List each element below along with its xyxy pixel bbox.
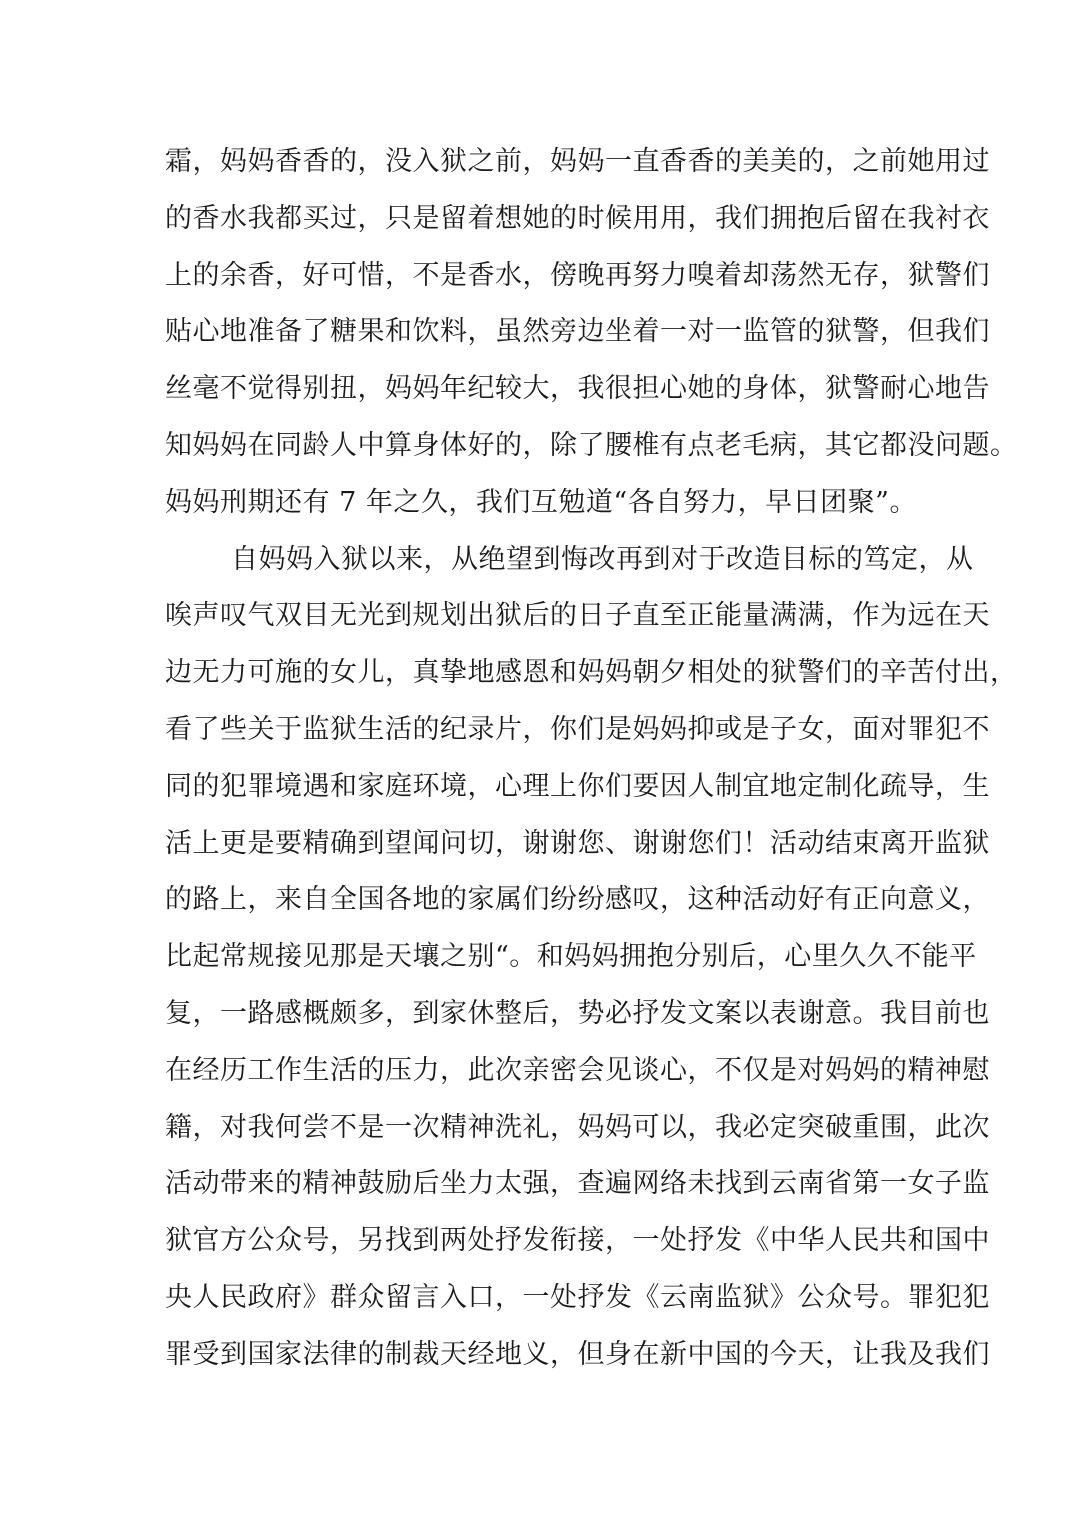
text-line-22: 罪受到国家法律的制裁天经地义，但身在新中国的今天，让我及我们 — [165, 1338, 990, 1370]
text-line-2: 的香水我都买过，只是留着想她的时候用用，我们拥抱后留在我衬衣 — [165, 202, 990, 234]
text-line-19: 活动带来的精神鼓励后坐力太强，查遍网络未找到云南省第一女子监 — [165, 1168, 990, 1200]
text-line-4: 贴心地准备了糖果和饮料，虽然旁边坐着一对一监管的狱警，但我们 — [165, 316, 990, 348]
body-text — [165, 134, 1018, 1384]
text-line-14: 的路上，来自全国各地的家属们纷纷感叹，这种活动好有正向意义， — [165, 884, 990, 916]
text-line-18: 籍，对我何尝不是一次精神洗礼，妈妈可以，我必定突破重围，此次 — [165, 1111, 990, 1143]
text-line-8: 自妈妈入狱以来，从绝望到悔改再到对于改造目标的笃定，从 — [231, 543, 974, 575]
text-line-7: 妈妈刑期还有 7 年之久，我们互勉道“各自努力，早日团聚”。 — [165, 486, 917, 518]
text-line-1: 霜，妈妈香香的，没入狱之前，妈妈一直香香的美美的，之前她用过 — [165, 146, 990, 177]
text-line-11: 看了些关于监狱生活的纪录片，你们是妈妈抑或是子女，面对罪犯不 — [165, 713, 990, 745]
text-line-16: 复，一路感概颇多，到家休整后，势必抒发文案以表谢意。我目前也 — [165, 997, 990, 1029]
text-line-9: 唉声叹气双目无光到规划出狱后的日子直至正能量满满，作为远在天 — [165, 600, 990, 632]
text-line-15: 比起常规接见那是天壤之别“。和妈妈拥抱分别后，心里久久不能平 — [165, 941, 977, 973]
text-line-21: 央人民政府》群众留言入口，一处抒发《云南监狱》公众号。罪犯犯 — [165, 1281, 990, 1313]
text-line-12: 同的犯罪境遇和家庭环境，心理上你们要因人制宜地定制化疏导，生 — [165, 770, 990, 802]
text-line-5: 丝毫不觉得别扭，妈妈年纪较大，我很担心她的身体，狱警耐心地告 — [165, 373, 990, 405]
text-line-13: 活上更是要精确到望闻问切，谢谢您、谢谢您们！活动结束离开监狱 — [165, 827, 990, 859]
text-line-17: 在经历工作生活的压力，此次亲密会见谈心，不仅是对妈妈的精神慰 — [165, 1054, 990, 1086]
text-line-10: 边无力可施的女儿，真挚地感恩和妈妈朝夕相处的狱警们的辛苦付出， — [165, 657, 1018, 689]
text-line-3: 上的余香，好可惜，不是香水，傍晚再努力嗅着却荡然无存，狱警们 — [165, 259, 990, 291]
text-line-20: 狱官方公众号，另找到两处抒发衔接，一处抒发《中华人民共和国中 — [165, 1225, 990, 1257]
text-line-6: 知妈妈在同龄人中算身体好的，除了腰椎有点老毛病，其它都没问题。 — [165, 429, 1018, 461]
